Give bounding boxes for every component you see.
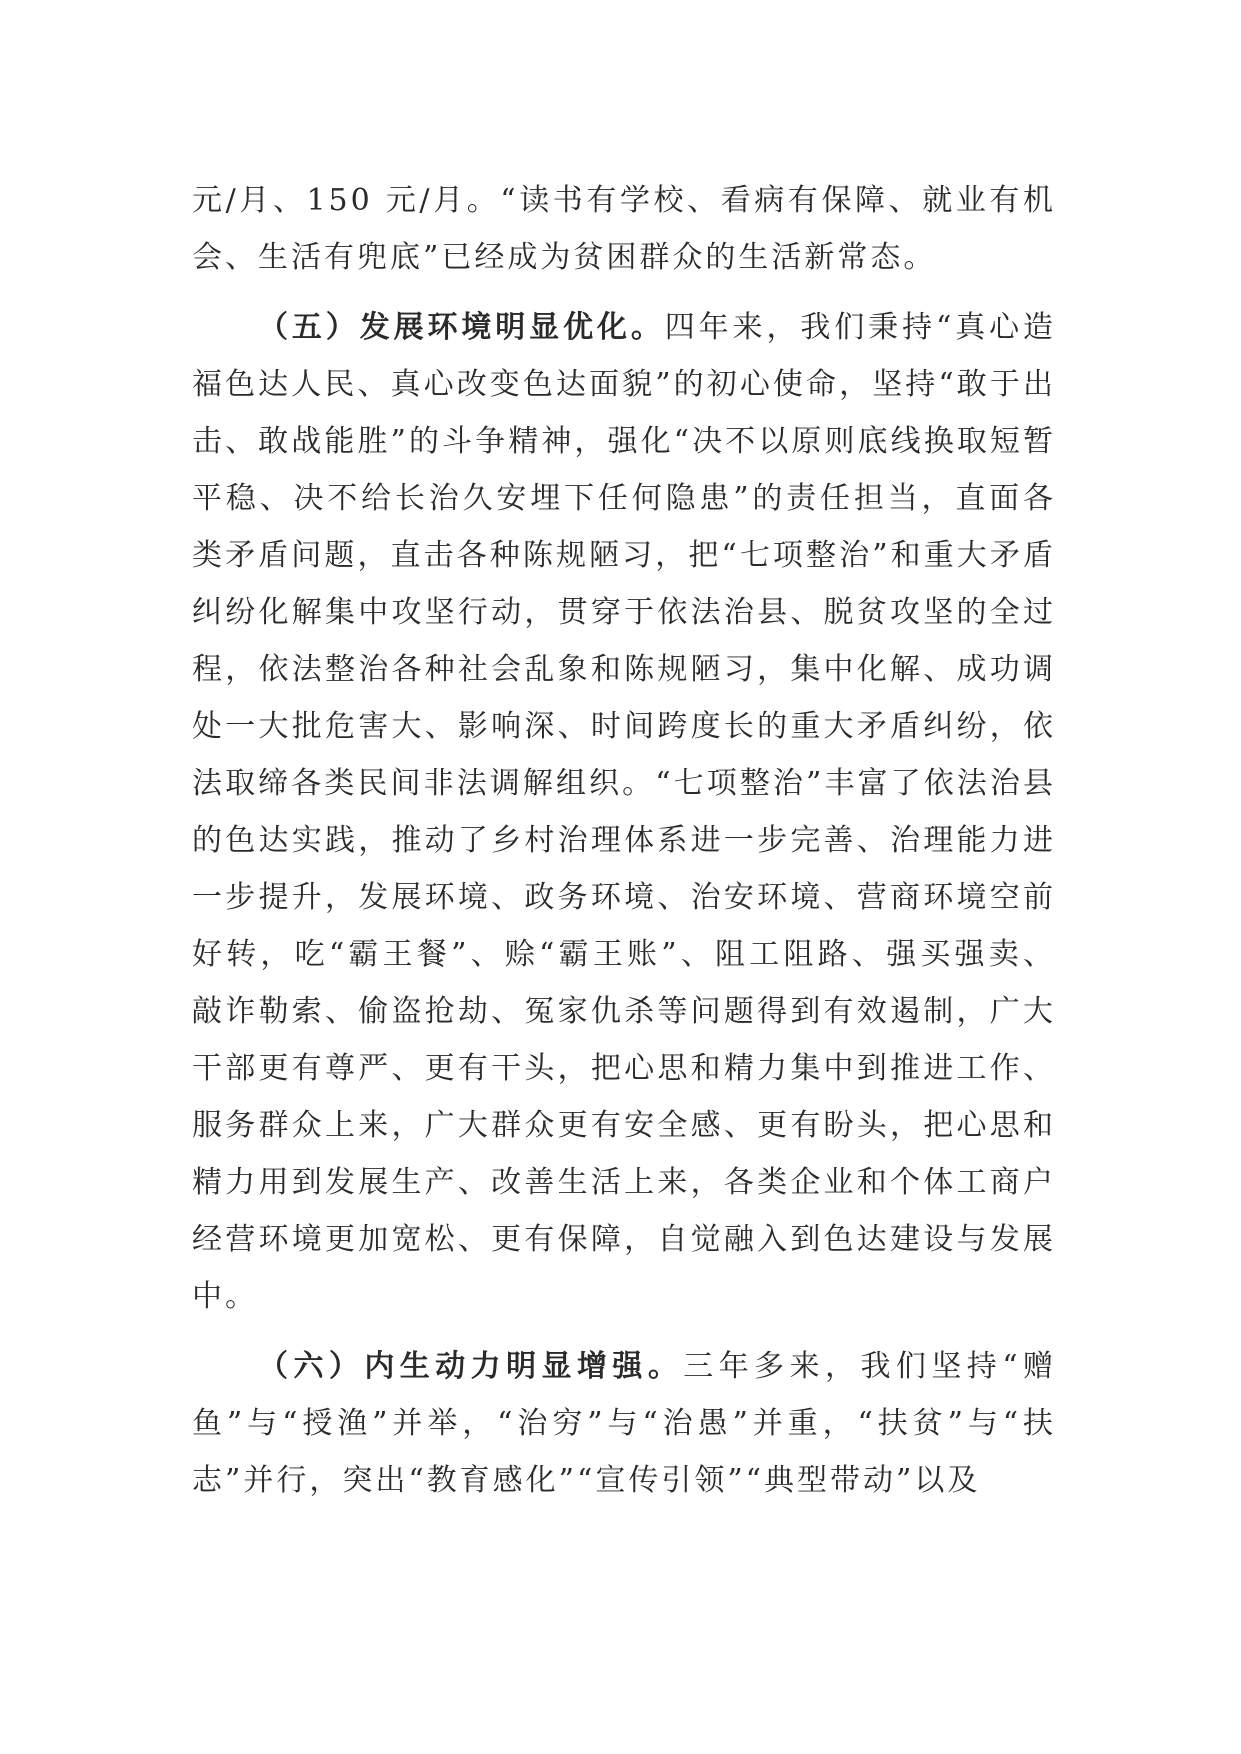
paragraph-section-five: [192, 299, 1056, 1325]
paragraph-text: 三年多来，我们坚持“赠鱼”与“授渔”并举，“治穷”与“治愚”并重，“扶贫”与“扶志”并行，突出“教育感化”“宣传引领”“典型带动”以及: [192, 1349, 1057, 1498]
paragraph-continuation: [192, 172, 1056, 286]
section-heading: （六）内生动力明显增强。: [258, 1349, 684, 1384]
paragraph-text: 元/月、150 元/月。“读书有学校、看病有保障、就业有机会、生活有兜底”已经成为贫困群众的生活新常态。: [192, 183, 1056, 275]
paragraph-section-six: [192, 1338, 1056, 1509]
paragraph-text: 四年来，我们秉持“真心造福色达人民、真心改变色达面貌”的初心使命，坚持“敢于出击、敢战能胜”的斗争精神，强化“决不以原则底线换取短暂平稳、决不给长治久安埋下任何隐患”的责任担当，直面各类矛盾问题，直击各种陈规陋习，把“七项整治”和重大矛盾纠纷化解集中攻坚行动，贯穿于依法治县、脱贫攻坚的全过程，依法整治各种社会乱象和陈规陋习，集中化解、成功调处一大批危害大、影响深、时间跨度长的重大矛盾纠纷，依法取缔各类民间非法调解组织。“七项整治”丰富了依法治县的色达实践，推动了乡村治理体系进一步完善、治理能力进一步提升，发展环境、政务环境、治安环境、营商环境空前好转，吃“霸王餐”、赊“霸王账”、阻工阻路、强买强卖、敲诈勒索、偷盗抢劫、冤家仇杀等问题得到有效遏制，广大干部更有尊严、更有干头，把心思和精力集中到推进工作、服务群众上来，广大群众更有安全感、更有盼头，把心思和精力用到发展生产、改善生活上来，各类企业和个体工商户经营环境更加宽松、更有保障，自觉融入到色达建设与发展中。: [192, 310, 1056, 1314]
document-body: [192, 172, 1056, 1509]
section-heading: （五）发展环境明显优化。: [258, 310, 665, 345]
